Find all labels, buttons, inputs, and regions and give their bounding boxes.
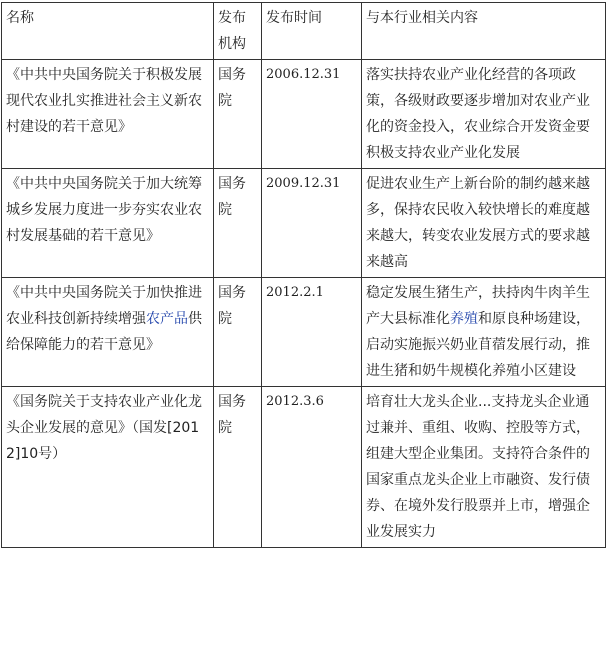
table-row <box>2 169 606 278</box>
cell-org: 国务院 <box>214 169 262 278</box>
cell-content-text: 稳定发展生猪生产，扶持肉牛肉羊生产大县标准化 <box>366 285 590 327</box>
table-header <box>2 3 606 60</box>
cell-content <box>362 60 606 169</box>
cell-name-text: 《中共中央国务院关于积极发展现代农业扎实推进社会主义新农村建设的若干意见》 <box>6 67 202 135</box>
header-name: 名称 <box>2 3 214 60</box>
cell-name-text: 供给保障能力的若干意见》 <box>6 311 202 353</box>
header-org: 发布机构 <box>214 3 262 60</box>
cell-name <box>2 387 214 548</box>
cell-content <box>362 169 606 278</box>
cell-content-text: 落实扶持农业产业化经营的各项政策，各级财政要逐步增加对农业产业化的资金投入，农业综合开发资金要积极支持农业产业化发展 <box>366 67 590 161</box>
cell-content <box>362 387 606 548</box>
header-content: 与本行业相关内容 <box>362 3 606 60</box>
keyword-link[interactable]: 农产品 <box>146 311 188 327</box>
table-row <box>2 278 606 387</box>
cell-date: 2009.12.31 <box>262 169 362 278</box>
policy-table <box>1 2 606 548</box>
header-date: 发布时间 <box>262 3 362 60</box>
cell-name <box>2 278 214 387</box>
cell-content-text: 和原良种场建设，启动实施振兴奶业苜蓿发展行动，推进生猪和奶牛规模化养殖小区建设 <box>366 311 590 379</box>
cell-name-text: 《中共中央国务院关于加大统筹城乡发展力度进一步夯实农业农村发展基础的若干意见》 <box>6 176 202 244</box>
keyword-link[interactable]: 养殖 <box>450 311 478 327</box>
cell-org: 国务院 <box>214 60 262 169</box>
table-body <box>2 60 606 548</box>
cell-name-text: 《中共中央国务院关于加快推进农业科技创新持续增强 <box>6 285 202 327</box>
cell-date: 2006.12.31 <box>262 60 362 169</box>
cell-content <box>362 278 606 387</box>
cell-name <box>2 169 214 278</box>
table-row <box>2 60 606 169</box>
cell-content-text: 培育壮大龙头企业...支持龙头企业通过兼并、重组、收购、控股等方式，组建大型企业集团。支持符合条件的国家重点龙头企业上市融资、发行债券、在境外发行股票并上市，增强企业发展实力 <box>366 394 590 540</box>
cell-date: 2012.3.6 <box>262 387 362 548</box>
cell-date: 2012.2.1 <box>262 278 362 387</box>
header-row <box>2 3 606 60</box>
cell-name <box>2 60 214 169</box>
cell-org: 国务院 <box>214 278 262 387</box>
cell-org: 国务院 <box>214 387 262 548</box>
cell-name-text: 《国务院关于支持农业产业化龙头企业发展的意见》（国发[2012]10号） <box>6 394 202 462</box>
table-row <box>2 387 606 548</box>
cell-content-text: 促进农业生产上新台阶的制约越来越多，保持农民收入较快增长的难度越来越大，转变农业发展方式的要求越来越高 <box>366 176 590 270</box>
